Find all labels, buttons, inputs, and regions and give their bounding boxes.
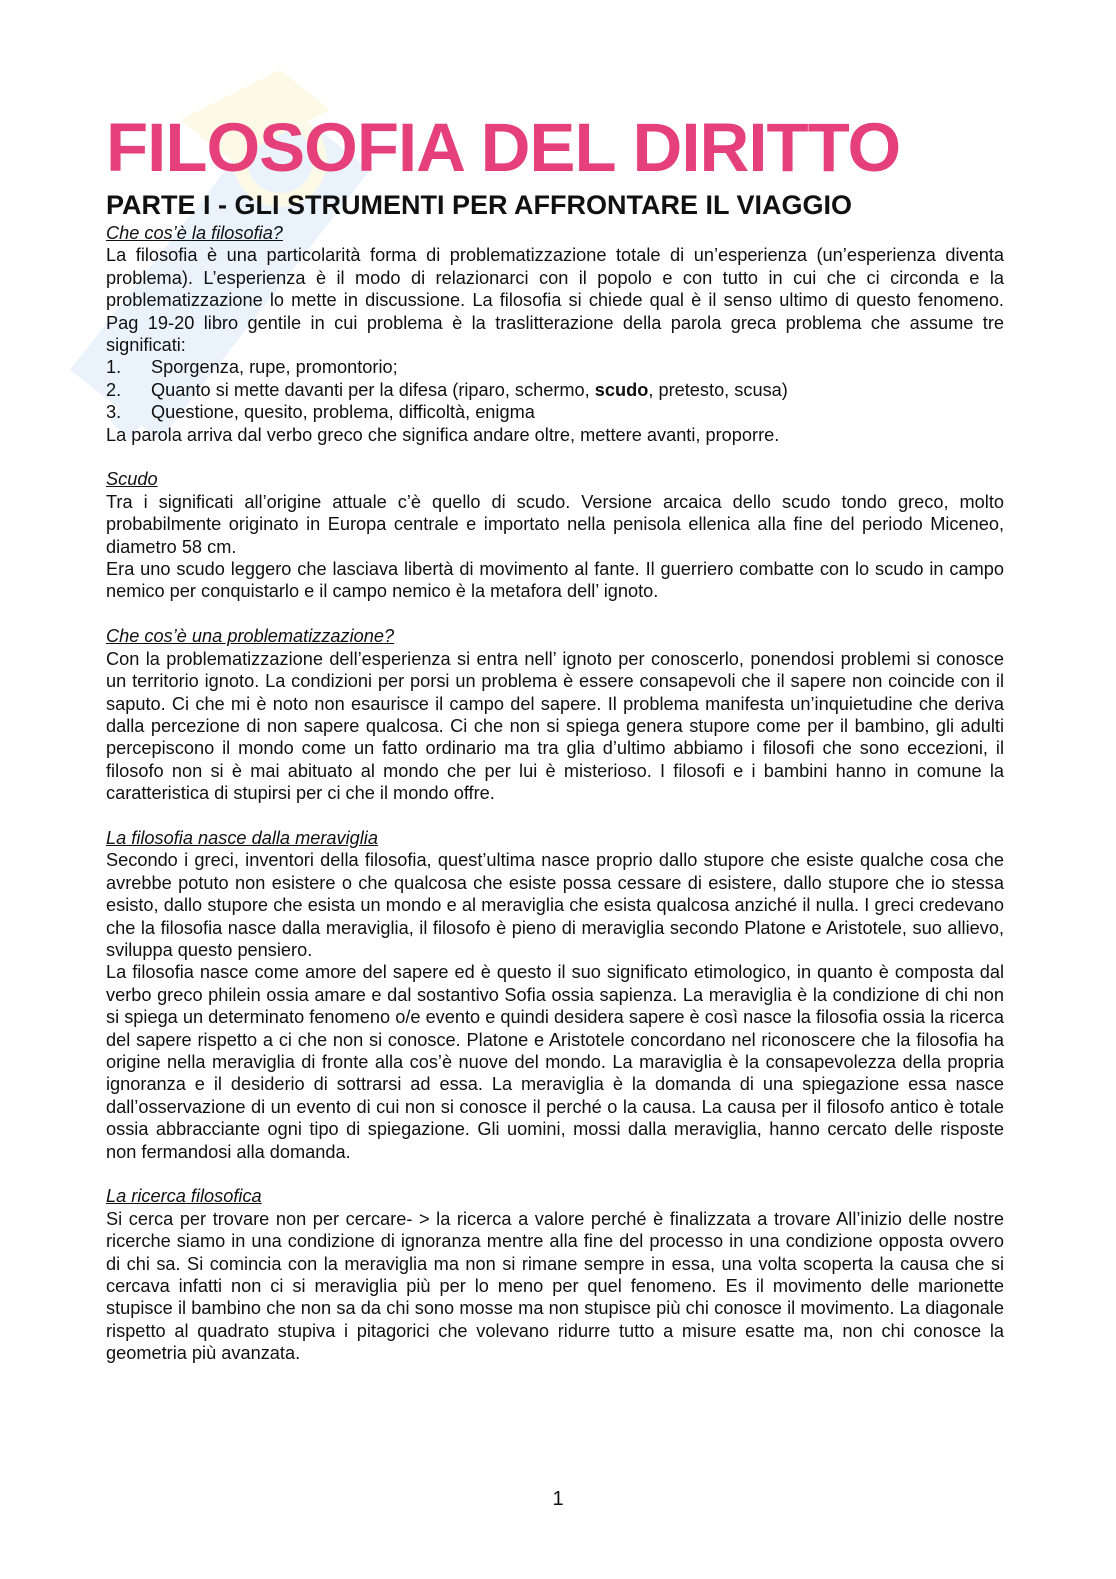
paragraph: Era uno scudo leggero che lasciava libertà di movimento al fante. Il guerriero combatte con lo scudo in campo nemico per conquistarlo e il campo nemico è la metafora dell’ ignoto. <box>106 559 1004 602</box>
list-text: Questione, quesito, problema, difficoltà, enigma <box>151 402 535 423</box>
list-number: 3. <box>106 402 122 423</box>
paragraph: Si cerca per trovare non per cercare- > la ricerca a valore perché è finalizzata a trovare All’inizio delle nostre ricerche siamo in una condizione di ignoranza mentre alla fine del processo in una condizione opposta ovvero di chi sa. Si comincia con la meraviglia ma non si rimane sempre in essa, una volta scoperta la causa che si cercava infatti non ci si meraviglia più per lo meno per quel fenomeno. Es il movimento delle marionette stupisce il bambino che non sa da chi sono mosse ma non stupisce più chi conosce il movimento. La diagonale rispetto al quadrato stupiva i pitagorici che volevano ridurre tutto a misure esatte ma, non chi conosce la geometria più avanzata. <box>106 1208 1004 1364</box>
list-text-part: Quanto si mette davanti per la difesa (riparo, schermo, <box>151 379 595 400</box>
list-item <box>106 379 1004 401</box>
section-heading-problematizzazione: Che cos’è una problematizzazione? <box>106 626 395 647</box>
paragraph: La filosofia nasce come amore del sapere ed è questo il suo significato etimologico, in quanto è composta dal verbo greco philein ossia amare e dal sostantivo Sofia ossia sapienza. La meraviglia è la condizione di chi non si spiega un determinato fenomeno o/e evento e quindi desidera sapere è così nasce la filosofia ossia la ricerca del sapere rispetto a ci che non si conosce. Platone e Aristotele concordano nel riconoscere che la filosofia ha origine nella meraviglia di fronte alla cos’è nuove del mondo. La maraviglia è la consapevolezza della propria ignoranza e il desiderio di sottrarsi ad essa. La meraviglia è la domanda di una spiegazione essa nasce dall’osservazione di un evento di cui non si conosce il perché o la causa. La causa per il filosofo antico è totale ossia abbracciante ogni tipo di spiegazione. Gli uomini, mossi dalla meraviglia, hanno cercato delle risposte non fermandosi alla domanda. <box>106 962 1004 1162</box>
list-text-part: , pretesto, scusa) <box>648 379 788 400</box>
list-number: 2. <box>106 379 122 400</box>
section-heading-filosofia: Che cos’è la filosofia? <box>106 223 283 243</box>
paragraph: Tra i significati all’origine attuale c’è quello di scudo. Versione arcaica dello scudo tondo greco, molto probabilmente originato in Europa centrale e importato nella penisola ellenica alla fine del periodo Miceneo, diametro 58 cm. <box>106 491 1004 557</box>
part-heading: PARTE I - GLI STRUMENTI PER AFFRONTARE IL VIAGGIO <box>106 190 853 220</box>
list-text: Sporgenza, rupe, promontorio; <box>151 357 398 378</box>
paragraph: Con la problematizzazione dell’esperienza si entra nell’ ignoto per conoscerlo, ponendosi problemi si conosce un territorio ignoto. La condizioni per porsi un problema è essere consapevoli che il sapere non coincide con il saputo. Ci che mi è noto non esaurisce il campo del sapere. Il problema manifesta un’inquietudine che deriva dalla percezione di non sapere qualcosa. Ci che non si spiega genera stupore come per il bambino, gli adulti percepiscono il mondo come un fatto ordinario ma tra glia d’ultimo abbiamo i filosofi che sono eccezioni, il filosofo non si è mai abituato al mondo che per lui è misterioso. I filosofi e i bambini hanno in comune la caratteristica di stupirsi per ci che il mondo offre. <box>106 648 1004 804</box>
paragraph: La parola arriva dal verbo greco che significa andare oltre, mettere avanti, proporre. <box>106 424 780 445</box>
section-heading-meraviglia: La filosofia nasce dalla meraviglia <box>106 827 378 848</box>
numbered-list <box>106 356 1004 423</box>
list-text <box>151 379 788 401</box>
paragraph: Secondo i greci, inventori della filosofia, quest’ultima nasce proprio dallo stupore che esiste qualche cosa che avrebbe potuto non esistere o che qualcosa che esiste possa cessare di esistere, dallo stupore che io stessa esisto, dallo stupore che esista un mondo e al meraviglia che esista qualcosa anziché il nulla. I greci credevano che la filosofia nasce dalla meraviglia, il filosofo è pieno di meraviglia secondo Platone e Aristotele, suo allievo, sviluppa questo pensiero. <box>106 850 1004 960</box>
list-item <box>106 401 1004 423</box>
bold-word: scudo <box>594 379 649 400</box>
section-heading-scudo: Scudo <box>106 469 158 490</box>
page-number: 1 <box>552 1488 564 1510</box>
paragraph: La filosofia è una particolarità forma di problematizzazione totale di un’esperienza (un’esperienza diventa problema). L’esperienza è il modo di relazionarci con il popolo e con tutto in cui che ci circonda e la problematizzazione lo mette in discussione. La filosofia si chiede qual è il senso ultimo di questo fenomeno. Pag 19-20 libro gentile in cui problema è la traslitterazione della parola greca problema che assume tre significati: <box>106 245 1004 356</box>
document-page <box>106 108 1004 1365</box>
list-number: 1. <box>106 357 122 378</box>
list-item <box>106 356 1004 378</box>
document-title: FILOSOFIA DEL DIRITTO <box>106 109 901 186</box>
section-heading-ricerca: La ricerca filosofica <box>106 1186 262 1207</box>
